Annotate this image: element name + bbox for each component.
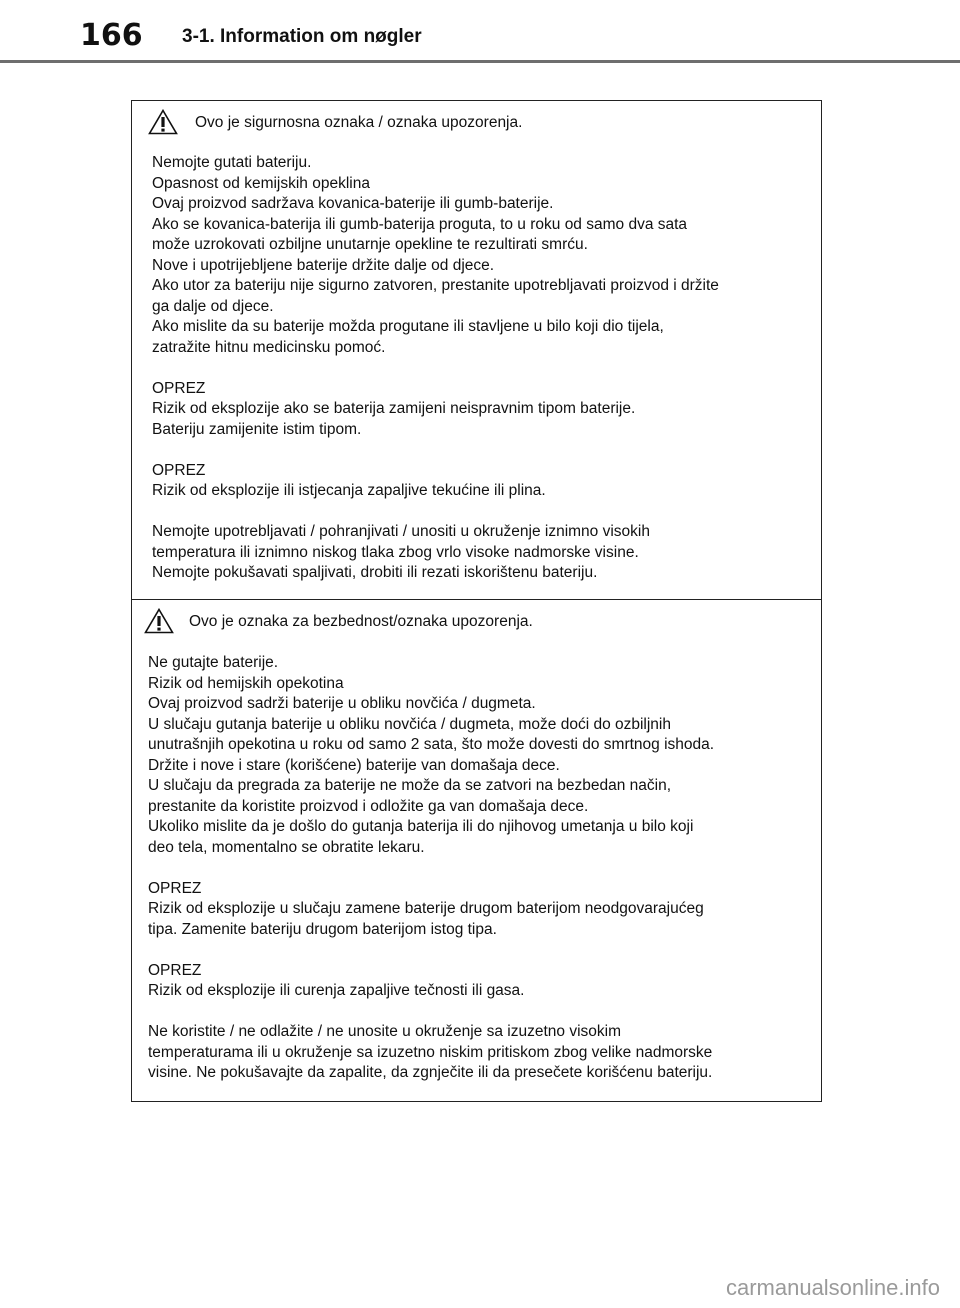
- text-line: Nemojte upotrebljavati / pohranjivati / unositi u okruženje iznimno visokih: [152, 523, 650, 540]
- text-line: Nemojte pokušavati spaljivati, drobiti ili rezati iskorištenu bateriju.: [152, 564, 598, 581]
- text-line: Rizik od eksplozije ili istjecanja zapaljive tekućine ili plina.: [152, 482, 546, 499]
- caution-label: OPREZ: [152, 461, 206, 479]
- warning-heading: [132, 600, 821, 640]
- paragraph-caution-replacement: [148, 879, 813, 941]
- page-number: 166: [80, 18, 143, 53]
- paragraph-caution-leak: [152, 461, 813, 502]
- text-line: Rizik od hemijskih opekotina: [148, 674, 344, 692]
- text-line: U slučaju gutanja baterije u obliku novčića / dugmeta, može doći do ozbiljnih: [148, 715, 671, 733]
- safety-notice-croatian: [131, 100, 822, 600]
- warning-title: Ovo je oznaka za bezbednost/oznaka upozorenja.: [189, 613, 533, 630]
- text-line: Držite i nove i stare (korišćene) baterije van domašaja dece.: [148, 756, 560, 774]
- paragraph-environment: [148, 1022, 813, 1084]
- text-line: Ako utor za bateriju nije sigurno zatvoren, prestanite upotrebljavati proizvod i držite: [152, 277, 719, 294]
- text-line: temperatura ili iznimno niskog tlaka zbog vrlo visoke nadmorske visine.: [152, 543, 639, 561]
- paragraph-ingestion: [152, 153, 813, 358]
- caution-label: OPREZ: [148, 879, 202, 897]
- warning-title: Ovo je sigurnosna oznaka / oznaka upozorenja.: [195, 114, 523, 131]
- text-line: temperaturama ili u okruženje sa izuzetno niskim pritiskom zbog velike nadmorske: [148, 1043, 713, 1061]
- text-line: Rizik od eksplozije ako se baterija zamijeni neispravnim tipom baterije.: [152, 400, 636, 417]
- section-title: 3-1. Information om nøgler: [182, 26, 422, 47]
- caution-label: OPREZ: [152, 379, 206, 397]
- notice-body: [152, 153, 813, 584]
- text-line: visine. Ne pokušavajte da zapalite, da zgnječite ili da presečete korišćenu bateriju.: [148, 1064, 713, 1081]
- text-line: tipa. Zamenite bateriju drugom baterijom istog tipa.: [148, 920, 497, 938]
- text-line: Opasnost od kemijskih opeklina: [152, 174, 370, 192]
- text-line: Ovaj proizvod sadrži baterije u obliku novčića / dugmeta.: [148, 695, 536, 712]
- text-line: Ne koristite / ne odlažite / ne unosite u okruženje sa izuzetno visokim: [148, 1023, 621, 1040]
- text-line: ga dalje od djece.: [152, 297, 274, 315]
- warning-triangle-icon: [144, 608, 174, 634]
- page-header: [0, 0, 960, 62]
- text-line: Nove i upotrijebljene baterije držite dalje od djece.: [152, 256, 495, 274]
- text-line: Bateriju zamijenite istim tipom.: [152, 420, 362, 438]
- text-line: Ovaj proizvod sadržava kovanica-baterije ili gumb-baterije.: [152, 195, 554, 212]
- text-line: Ako mislite da su baterije možda progutane ili stavljene u bilo koji dio tijela,: [152, 318, 664, 335]
- text-line: prestanite da koristite proizvod i odložite ga van domašaja dece.: [148, 797, 589, 815]
- text-line: Nemojte gutati bateriju.: [152, 154, 312, 171]
- text-line: Ne gutajte baterije.: [148, 654, 279, 671]
- watermark: carmanualsonline.info: [725, 1275, 940, 1300]
- safety-notice-serbian: [131, 599, 822, 1102]
- text-line: Rizik od eksplozije ili curenja zapaljive tečnosti ili gasa.: [148, 982, 525, 999]
- text-line: može uzrokovati ozbiljne unutarnje opekline te rezultirati smrću.: [152, 236, 588, 253]
- header-rule: [0, 60, 960, 63]
- paragraph-environment: [152, 522, 813, 584]
- text-line: Rizik od eksplozije u slučaju zamene baterije drugom baterijom neodgovarajućeg: [148, 900, 704, 917]
- notice-body: [148, 653, 813, 1084]
- text-line: U slučaju da pregrada za baterije ne može da se zatvori na bezbedan način,: [148, 777, 672, 794]
- caution-label: OPREZ: [148, 961, 202, 979]
- text-line: deo tela, momentalno se obratite lekaru.: [148, 838, 425, 856]
- paragraph-ingestion: [148, 653, 813, 858]
- text-line: Ukoliko mislite da je došlo do gutanja baterija ili do njihovog umetanja u bilo koji: [148, 818, 694, 835]
- warning-heading: [132, 101, 821, 141]
- warning-triangle-icon: [148, 109, 178, 135]
- text-line: Ako se kovanica-baterija ili gumb-baterija proguta, to u roku od samo dva sata: [152, 215, 688, 233]
- text-line: zatražite hitnu medicinsku pomoć.: [152, 338, 386, 356]
- paragraph-caution-leak: [148, 961, 813, 1002]
- paragraph-caution-replacement: [152, 379, 813, 441]
- text-line: unutrašnjih opekotina u roku od samo 2 sata, što može dovesti do smrtnog ishoda.: [148, 736, 715, 753]
